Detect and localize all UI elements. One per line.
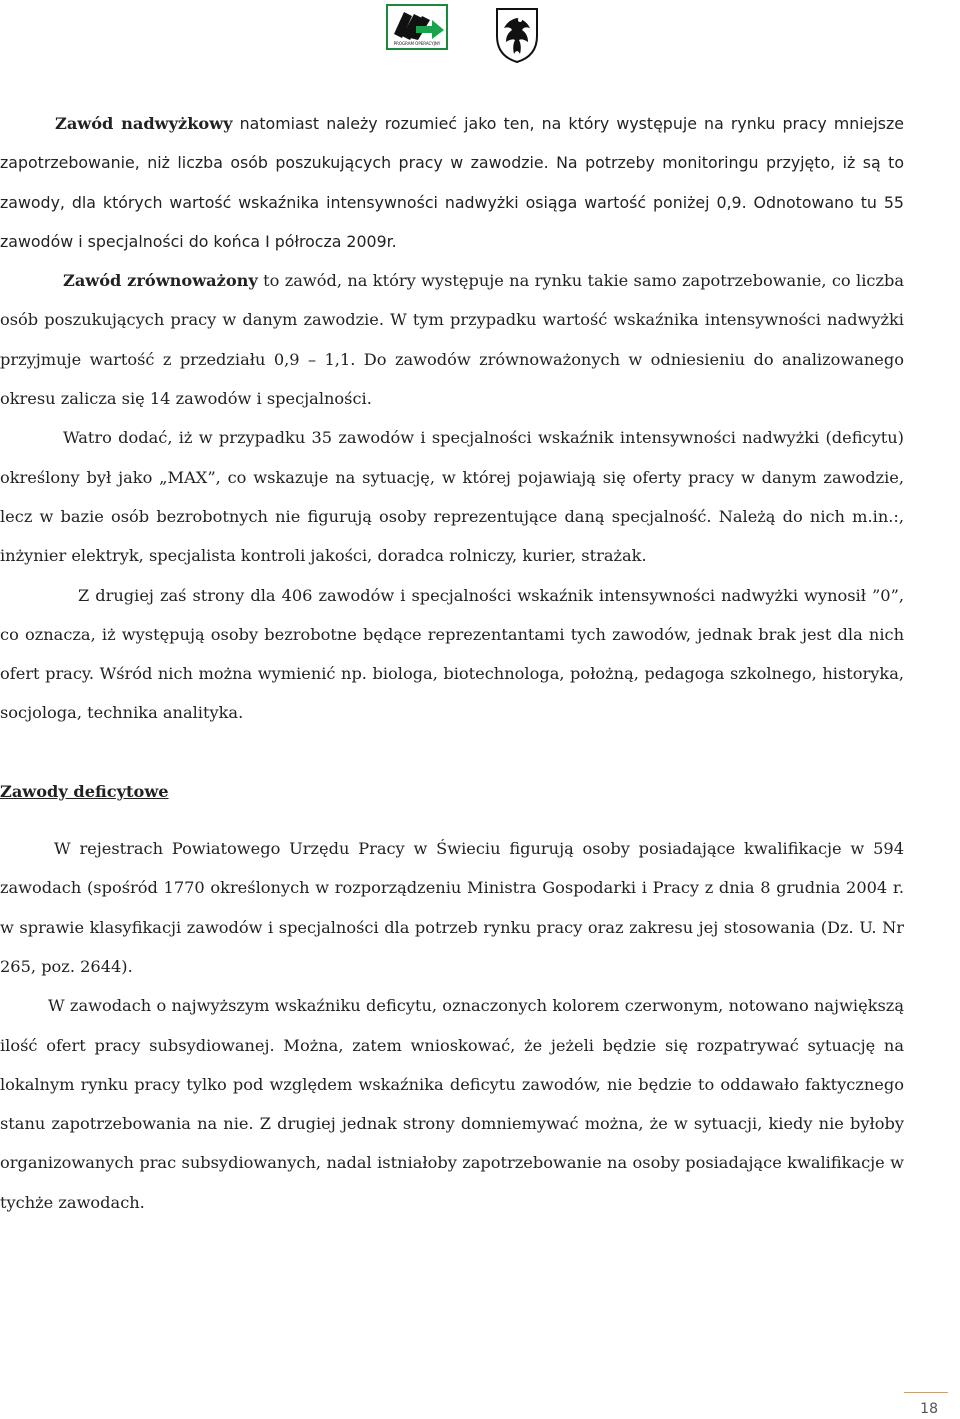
logo-caption: PROGRAM OPERACYJNY bbox=[393, 41, 441, 46]
cards-with-arrow-logo-icon bbox=[386, 4, 448, 50]
paragraph-max-indicator: Watro dodać, iż w przypadku 35 zawodów i specjalności wskaźnik intensywności nadwyżki (deficytu) określony był jako „MAX”, co wskazuje na sytuację, w której pojawiają się oferty pracy w danym zawodzie, lecz w bazie osób bezrobotnych nie figurują osoby reprezentujące daną specjalność. Należą do nich m.in.:, inżynier elektryk, specjalista kontroli jakości, doradca rolniczy, kurier, strażak. bbox=[0, 428, 904, 566]
eagle-coat-of-arms-icon bbox=[494, 6, 540, 64]
paragraph-subsidized-offers: W zawodach o najwyższym wskaźniku deficytu, oznaczonych kolorem czerwonym, notowano największą ilość ofert pracy subsydiowanej. Można, zatem wnioskować, że jeżeli będzie się rozpatrywać sytuację na lokalnym rynku pracy tylko pod względem wskaźnika deficytu zawodów, nie będzie to oddawało faktycznego stanu zapotrzebowania na nie. Z drugiej jednak strony domniemywać można, że w sytuacji, kiedy nie byłoby organizowanych prac subsydiowanych, nadal istniałoby zapotrzebowanie na osoby posiadające kwalifikacje w tychże zawodach. bbox=[0, 996, 904, 1212]
paragraph-surplus-occupation bbox=[0, 104, 904, 261]
paragraph-registered-qualifications: W rejestrach Powiatowego Urzędu Pracy w Świeciu figurują osoby posiadające kwalifikacje w 594 zawodach (spośród 1770 określonych w rozporządzeniu Ministra Gospodarki i Pracy z dnia 8 grudnia 2004 r. w sprawie klasyfikacji zawodów i specjalności dla potrzeb rynku pracy oraz zakresu jej stosowania (Dz. U. Nr 265, poz. 2644). bbox=[0, 839, 904, 976]
header-logos bbox=[386, 4, 546, 66]
document-body bbox=[0, 104, 904, 1222]
section-heading-deficit-occupations: Zawody deficytowe bbox=[0, 781, 169, 801]
paragraph-text: natomiast należy rozumieć jako ten, na który występuje na rynku pracy mniejsze zapotrzebowanie, niż liczba osób poszukujących pracy w zawodzie. Na potrzeby monitoringu przyjęto, iż są to zawody, dla których wartość wskaźnika intensywności nadwyżki osiąga wartość poniżej 0,9. Odnotowano tu 55 zawodów i specjalności do końca I półrocza 2009r. bbox=[0, 114, 904, 251]
term-surplus-occupation: Zawód nadwyżkowy bbox=[55, 114, 233, 133]
term-balanced-occupation: Zawód zrównoważony bbox=[63, 271, 258, 291]
spacer bbox=[0, 733, 904, 772]
paragraph-balanced-occupation bbox=[0, 261, 904, 418]
footer-rule bbox=[904, 1392, 948, 1393]
spacer bbox=[0, 811, 904, 829]
paragraph-zero-indicator: Z drugiej zaś strony dla 406 zawodów i specjalności wskaźnik intensywności nadwyżki wynosił ”0”, co oznacza, iż występują osoby bezrobotne będące reprezentantami tych zawodów, jednak brak jest dla nich ofert pracy. Wśród nich można wymienić np. biologa, biotechnologa, położną, pedagoga szkolnego, historyka, socjologa, technika analityka. bbox=[0, 585, 904, 723]
page-number: 18 bbox=[920, 1401, 938, 1417]
paragraph-text: to zawód, na który występuje na rynku takie samo zapotrzebowanie, co liczba osób poszukujących pracy w danym zawodzie. W tym przypadku wartość wskaźnika intensywności nadwyżki przyjmuje wartość z przedziału 0,9 – 1,1. Do zawodów zrównoważonych w odniesieniu do analizowanego okresu zalicza się 14 zawodów i specjalności. bbox=[0, 271, 904, 409]
